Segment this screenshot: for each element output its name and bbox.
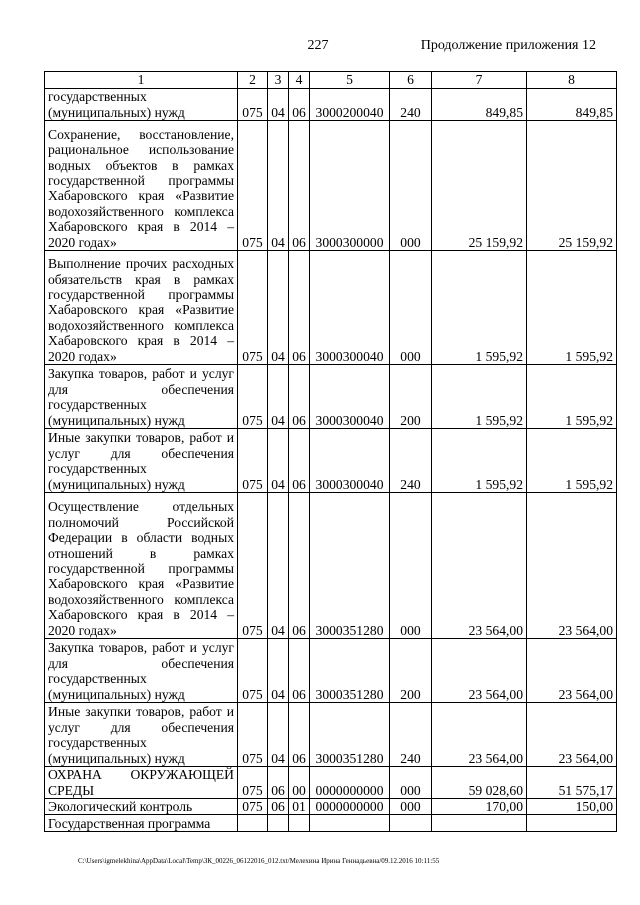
cell-expense-type: 000 — [390, 251, 432, 365]
page-number: 227 — [307, 38, 329, 53]
column-header: 3 — [268, 72, 289, 89]
row-name: Экологический контроль — [45, 799, 238, 815]
table-row — [45, 703, 617, 767]
column-header: 8 — [527, 72, 617, 89]
cell-section-code: 04 — [268, 493, 289, 639]
cell-section-code: 04 — [268, 639, 289, 703]
table-row — [45, 799, 617, 815]
row-name: Закупка товаров, работ и услуг для обеспечения государственных (муниципальных) нужд — [45, 365, 238, 429]
cell-amount-2: 1 595,92 — [527, 429, 617, 493]
cell-section-code: 04 — [268, 365, 289, 429]
cell-ministry-code: 075 — [238, 703, 268, 767]
column-header: 1 — [45, 72, 238, 89]
cell-ministry-code: 075 — [238, 429, 268, 493]
row-name: Сохранение, восстановление, рациональное использование водных объектов в рамках государственной программы Хабаровского края «Развитие водохозяйственного комплекса Хабаровского края в 2014 – 2020 годах» — [45, 121, 238, 251]
cell-amount-1: 1 595,92 — [432, 365, 527, 429]
cell-amount-1: 23 564,00 — [432, 703, 527, 767]
cell-ministry-code: 075 — [238, 89, 268, 121]
table-row — [45, 767, 617, 799]
cell-section-code: 04 — [268, 251, 289, 365]
cell-target-article — [310, 815, 390, 832]
cell-amount-2: 25 159,92 — [527, 121, 617, 251]
table-row — [45, 429, 617, 493]
cell-subsection-code: 06 — [289, 121, 310, 251]
cell-amount-2: 150,00 — [527, 799, 617, 815]
table-row — [45, 121, 617, 251]
cell-subsection-code: 06 — [289, 251, 310, 365]
table-header-row — [45, 72, 617, 89]
cell-subsection-code: 00 — [289, 767, 310, 799]
cell-section-code: 04 — [268, 89, 289, 121]
cell-amount-1: 23 564,00 — [432, 639, 527, 703]
row-name: Государственная программа — [45, 815, 238, 832]
cell-ministry-code: 075 — [238, 121, 268, 251]
cell-subsection-code: 06 — [289, 429, 310, 493]
cell-amount-2: 51 575,17 — [527, 767, 617, 799]
cell-ministry-code: 075 — [238, 767, 268, 799]
column-header: 2 — [238, 72, 268, 89]
cell-ministry-code: 075 — [238, 365, 268, 429]
cell-amount-1 — [432, 815, 527, 832]
row-name: Выполнение прочих расходных обязательств края в рамках государственной программы Хабаровского края «Развитие водохозяйственного комплекса Хабаровского края в 2014 – 2020 годах» — [45, 251, 238, 365]
cell-expense-type: 000 — [390, 121, 432, 251]
table-row — [45, 89, 617, 121]
cell-expense-type: 200 — [390, 639, 432, 703]
cell-ministry-code: 075 — [238, 493, 268, 639]
row-name: Иные закупки товаров, работ и услуг для обеспечения государственных (муниципальных) нужд — [45, 703, 238, 767]
cell-amount-1: 170,00 — [432, 799, 527, 815]
cell-subsection-code: 06 — [289, 365, 310, 429]
cell-amount-2: 23 564,00 — [527, 639, 617, 703]
cell-amount-2: 849,85 — [527, 89, 617, 121]
cell-target-article: 3000351280 — [310, 493, 390, 639]
row-name: Иные закупки товаров, работ и услуг для обеспечения государственных (муниципальных) нужд — [45, 429, 238, 493]
column-header: 7 — [432, 72, 527, 89]
cell-amount-1: 1 595,92 — [432, 251, 527, 365]
cell-section-code: 04 — [268, 121, 289, 251]
cell-target-article: 3000351280 — [310, 703, 390, 767]
cell-ministry-code: 075 — [238, 251, 268, 365]
cell-expense-type: 240 — [390, 89, 432, 121]
cell-expense-type: 240 — [390, 429, 432, 493]
row-name: ОХРАНА ОКРУЖАЮЩЕЙ СРЕДЫ — [45, 767, 238, 799]
cell-amount-2 — [527, 815, 617, 832]
cell-amount-1: 23 564,00 — [432, 493, 527, 639]
cell-amount-1: 59 028,60 — [432, 767, 527, 799]
cell-subsection-code: 06 — [289, 493, 310, 639]
cell-ministry-code: 075 — [238, 799, 268, 815]
cell-expense-type — [390, 815, 432, 832]
cell-expense-type: 000 — [390, 767, 432, 799]
cell-expense-type: 000 — [390, 799, 432, 815]
cell-target-article: 3000300000 — [310, 121, 390, 251]
cell-amount-1: 849,85 — [432, 89, 527, 121]
cell-amount-2: 23 564,00 — [527, 493, 617, 639]
row-name: Осуществление отдельных полномочий Российской Федерации в области водных отношений в рамках государственной программы Хабаровского края «Развитие водохозяйственного комплекса Хабаровского края в 2014 – 2020 годах» — [45, 493, 238, 639]
cell-section-code: 04 — [268, 429, 289, 493]
row-name: государственных (муниципальных) нужд — [45, 89, 238, 121]
cell-expense-type: 200 — [390, 365, 432, 429]
cell-subsection-code: 06 — [289, 703, 310, 767]
cell-target-article: 0000000000 — [310, 799, 390, 815]
cell-target-article: 0000000000 — [310, 767, 390, 799]
table-row — [45, 493, 617, 639]
cell-amount-1: 25 159,92 — [432, 121, 527, 251]
cell-amount-2: 1 595,92 — [527, 365, 617, 429]
table-row — [45, 815, 617, 832]
cell-expense-type: 240 — [390, 703, 432, 767]
column-header: 6 — [390, 72, 432, 89]
budget-table — [44, 71, 617, 832]
cell-expense-type: 000 — [390, 493, 432, 639]
table-row — [45, 365, 617, 429]
cell-subsection-code: 06 — [289, 639, 310, 703]
cell-target-article: 3000300040 — [310, 365, 390, 429]
cell-ministry-code — [238, 815, 268, 832]
cell-target-article: 3000300040 — [310, 251, 390, 365]
cell-target-article: 3000351280 — [310, 639, 390, 703]
cell-subsection-code — [289, 815, 310, 832]
cell-section-code — [268, 815, 289, 832]
cell-section-code: 06 — [268, 767, 289, 799]
column-header: 5 — [310, 72, 390, 89]
cell-subsection-code: 01 — [289, 799, 310, 815]
column-header: 4 — [289, 72, 310, 89]
file-path-footer: C:\Users\igmelekhina\AppData\Local\Temp\ЗК_00226_06122016_012.txt/Мелехина Ирина Геннадьевна/09.12.2016 10:11:55 — [78, 857, 440, 865]
cell-ministry-code: 075 — [238, 639, 268, 703]
cell-amount-2: 1 595,92 — [527, 251, 617, 365]
cell-amount-2: 23 564,00 — [527, 703, 617, 767]
cell-amount-1: 1 595,92 — [432, 429, 527, 493]
continuation-label: Продолжение приложения 12 — [420, 38, 596, 53]
cell-section-code: 06 — [268, 799, 289, 815]
cell-section-code: 04 — [268, 703, 289, 767]
table-row — [45, 251, 617, 365]
cell-target-article: 3000200040 — [310, 89, 390, 121]
cell-subsection-code: 06 — [289, 89, 310, 121]
row-name: Закупка товаров, работ и услуг для обеспечения государственных (муниципальных) нужд — [45, 639, 238, 703]
cell-target-article: 3000300040 — [310, 429, 390, 493]
table-row — [45, 639, 617, 703]
